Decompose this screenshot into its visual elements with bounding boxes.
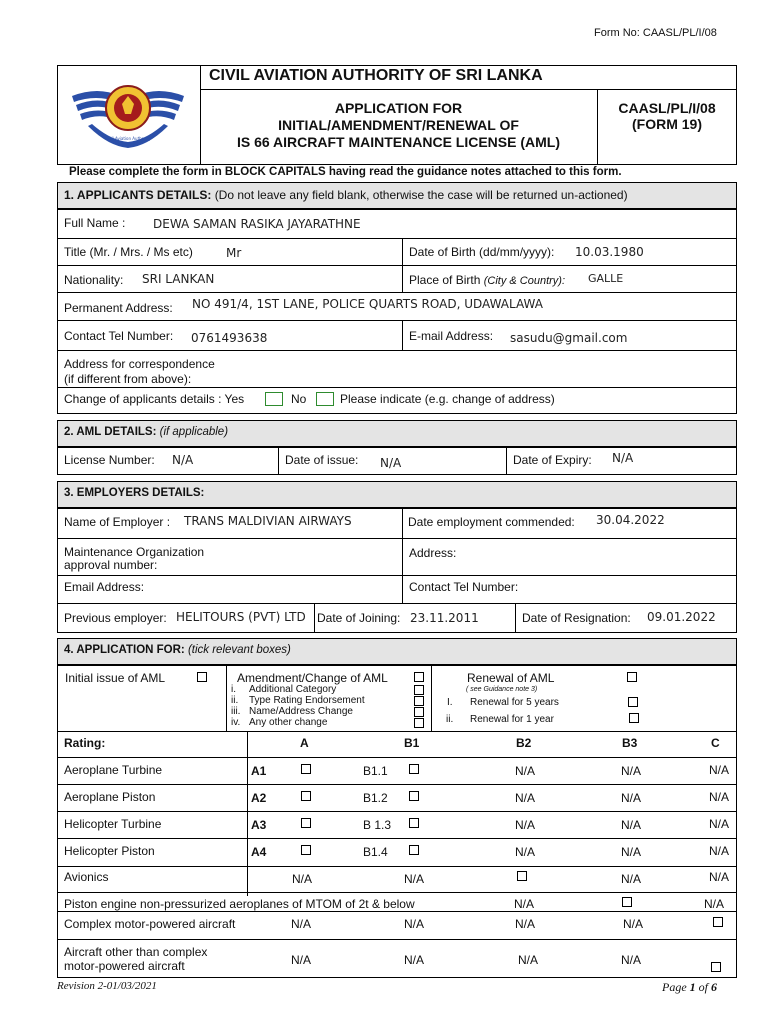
indicate-label: Please indicate (e.g. change of address) <box>340 392 555 406</box>
rating-row-b3: N/A <box>621 845 642 859</box>
pob-label-italic: (City & Country): <box>483 275 566 287</box>
amend-item-label: Type Rating Endorsement <box>249 695 365 706</box>
rating-b1-checkbox[interactable] <box>409 764 419 774</box>
rating-row-b3: N/A <box>621 764 642 778</box>
form-code: CAASL/PL/I/08 <box>618 100 716 116</box>
employer-email-label: Email Address: <box>64 580 145 594</box>
expiry-date-field[interactable]: N/A <box>612 451 634 465</box>
rating-row-b2: N/A <box>515 791 536 805</box>
amend-item-checkbox[interactable] <box>414 685 424 695</box>
rating-a-checkbox[interactable] <box>301 845 311 855</box>
prev-employer-label: Previous employer: <box>64 611 167 625</box>
mo-approval-label1: Maintenance Organization <box>64 545 205 559</box>
page-number: 1 <box>689 980 696 994</box>
expiry-date-label: Date of Expiry: <box>513 453 592 467</box>
rating-row-c: N/A <box>709 763 730 777</box>
other-b2: N/A <box>518 953 539 967</box>
rating-row-name: Aeroplane Turbine <box>64 763 163 777</box>
rating-b1-checkbox[interactable] <box>409 791 419 801</box>
amend-item-label: Name/Address Change <box>249 706 353 717</box>
full-name-label: Full Name : <box>64 216 126 230</box>
nationality-label: Nationality: <box>64 273 124 287</box>
rating-row-a: A3 <box>251 818 267 832</box>
section2-note: (if applicable) <box>159 426 229 438</box>
rating-row-name: Aeroplane Piston <box>64 790 156 804</box>
join-date-label: Date of Joining: <box>317 611 401 625</box>
col-b1-header: B1 <box>404 736 420 750</box>
amend-item-num: ii. <box>231 695 239 706</box>
section1-title: 1. APPLICANTS DETAILS: <box>64 188 212 202</box>
complex-c-checkbox[interactable] <box>713 917 723 927</box>
employer-tel-label: Contact Tel Number: <box>409 580 519 594</box>
col-a-header: A <box>300 736 309 750</box>
rating-row-name: Helicopter Turbine <box>64 817 162 831</box>
employment-date-label: Date employment commended: <box>408 515 575 529</box>
mo-approval-label2: approval number: <box>64 558 158 572</box>
other-c-checkbox[interactable] <box>711 962 721 972</box>
instruction: Please complete the form in BLOCK CAPITALS having read the guidance notes attached to this form. <box>69 166 622 178</box>
page-total: 6 <box>711 980 717 994</box>
section4-note: (tick relevant boxes) <box>187 644 291 656</box>
renew1-checkbox[interactable] <box>629 713 639 723</box>
col-c-header: C <box>711 736 720 750</box>
amend-item-label: Any other change <box>249 717 328 728</box>
perm-address-label: Permanent Address: <box>64 301 173 315</box>
rating-row-b1: B1.4 <box>363 845 388 859</box>
rating-row-b1: B1.1 <box>363 764 388 778</box>
nationality-field[interactable]: SRI LANKAN <box>142 272 215 286</box>
rating-a-checkbox[interactable] <box>301 818 311 828</box>
avionics-b1: N/A <box>404 872 425 886</box>
other-a: N/A <box>291 953 312 967</box>
complex-aircraft-label: Complex motor-powered aircraft <box>64 917 236 931</box>
piston-engine-b2: N/A <box>514 897 535 911</box>
employer-address-label: Address: <box>409 546 457 560</box>
license-number-label: License Number: <box>64 453 155 467</box>
employer-name-label: Name of Employer : <box>64 515 171 529</box>
prev-employer-field[interactable]: HELITOURS (PVT) LTD <box>176 610 306 624</box>
rating-row-b1: B1.2 <box>363 791 388 805</box>
section4-title: 4. APPLICATION FOR: <box>64 644 185 656</box>
piston-engine-label: Piston engine non-pressurized aeroplanes of MTOM of 2t & below <box>64 897 415 911</box>
amendment-label: Amendment/Change of AML <box>237 671 388 685</box>
other-aircraft-label2: motor-powered aircraft <box>64 959 185 973</box>
renew1-label: Renewal for 1 year <box>470 714 554 725</box>
page-indicator <box>662 980 717 995</box>
app-title-line1: APPLICATION FOR <box>334 100 463 116</box>
complex-b3: N/A <box>623 917 644 931</box>
col-b2-header: B2 <box>516 736 532 750</box>
amend-item-checkbox[interactable] <box>414 707 424 717</box>
other-aircraft-label1: Aircraft other than complex <box>64 945 208 959</box>
avionics-b2-checkbox[interactable] <box>517 871 527 881</box>
resign-date-field[interactable]: 09.01.2022 <box>647 610 716 624</box>
rating-row-name: Helicopter Piston <box>64 844 155 858</box>
amend-item-checkbox[interactable] <box>414 718 424 728</box>
app-title-line2: INITIAL/AMENDMENT/RENEWAL OF <box>278 117 519 133</box>
amend-item-num: iii. <box>231 706 241 717</box>
svg-text:Civil Aviation Authority: Civil Aviation Authority <box>105 136 151 141</box>
rating-row-c: N/A <box>709 817 730 831</box>
amend-item-label: Additional Category <box>249 684 337 695</box>
rating-row-a: A4 <box>251 845 267 859</box>
page-of: of <box>698 980 708 994</box>
form-code-number: (FORM 19) <box>632 116 702 132</box>
license-number-field[interactable]: N/A <box>172 453 194 467</box>
initial-issue-checkbox[interactable] <box>197 672 207 682</box>
renewal-checkbox[interactable] <box>627 672 637 682</box>
renewal-guidance-note: ( see Guidance note 3) <box>466 686 538 693</box>
rating-row-b1: B 1.3 <box>363 818 392 832</box>
org-title: CIVIL AVIATION AUTHORITY OF SRI LANKA <box>209 67 543 84</box>
renew5-num: I. <box>447 697 453 708</box>
issue-date-field[interactable]: N/A <box>380 456 402 470</box>
dob-label: Date of Birth (dd/mm/yyyy): <box>409 245 555 259</box>
renew1-num: ii. <box>446 714 454 725</box>
full-name-field[interactable]: DEWA SAMAN RASIKA JAYARATHNE <box>153 217 361 231</box>
change-no-checkbox[interactable] <box>316 392 334 406</box>
title-field[interactable]: Mr <box>226 246 242 260</box>
complex-b1: N/A <box>404 917 425 931</box>
change-no-label: No <box>291 392 307 406</box>
avionics-b3: N/A <box>621 872 642 886</box>
email-label: E-mail Address: <box>409 329 494 343</box>
resign-date-label: Date of Resignation: <box>522 611 631 625</box>
rating-row-a: A1 <box>251 764 267 778</box>
rating-row-c: N/A <box>709 790 730 804</box>
pob-field[interactable]: GALLE <box>588 272 624 285</box>
pob-label: Place of Birth <box>409 273 481 287</box>
initial-issue-label: Initial issue of AML <box>65 671 166 685</box>
other-b3: N/A <box>621 953 642 967</box>
app-title-line3: IS 66 AIRCRAFT MAINTENANCE LICENSE (AML) <box>236 134 561 150</box>
renew5-label: Renewal for 5 years <box>470 697 559 708</box>
rating-a-checkbox[interactable] <box>301 764 311 774</box>
employment-date-field[interactable]: 30.04.2022 <box>596 513 665 527</box>
section2-title: 2. AML DETAILS: <box>64 426 157 438</box>
avionics-c: N/A <box>709 870 730 884</box>
rating-b1-checkbox[interactable] <box>409 845 419 855</box>
rating-b1-checkbox[interactable] <box>409 818 419 828</box>
renew5-checkbox[interactable] <box>628 697 638 707</box>
rating-row-b2: N/A <box>515 845 536 859</box>
corr-address-label1: Address for correspondence <box>64 357 215 371</box>
issue-date-label: Date of issue: <box>285 453 359 467</box>
page-prefix: Page <box>662 980 687 994</box>
employer-name-field[interactable]: TRANS MALDIVIAN AIRWAYS <box>184 514 352 528</box>
rating-row-b2: N/A <box>515 764 536 778</box>
amend-item-checkbox[interactable] <box>414 696 424 706</box>
avionics-a: N/A <box>292 872 313 886</box>
title-label: Title (Mr. / Mrs. / Ms etc) <box>64 245 193 259</box>
contact-tel-label: Contact Tel Number: <box>64 329 174 343</box>
change-yes-checkbox[interactable] <box>265 392 283 406</box>
rating-row-a: A2 <box>251 791 267 805</box>
revision-label: Revision 2-01/03/2021 <box>57 980 157 992</box>
rating-row-b3: N/A <box>621 818 642 832</box>
piston-engine-c: N/A <box>704 897 725 911</box>
dob-field[interactable]: 10.03.1980 <box>575 245 644 259</box>
rating-row-c: N/A <box>709 844 730 858</box>
rating-a-checkbox[interactable] <box>301 791 311 801</box>
amendment-checkbox[interactable] <box>414 672 424 682</box>
other-b1: N/A <box>404 953 425 967</box>
rating-row-b3: N/A <box>621 791 642 805</box>
contact-tel-field[interactable]: 0761493638 <box>191 331 268 345</box>
perm-address-field[interactable]: NO 491/4, 1ST LANE, POLICE QUARTS ROAD, UDAWALAWA <box>192 297 543 311</box>
complex-b2: N/A <box>515 917 536 931</box>
rating-label: Rating: <box>64 736 106 750</box>
join-date-field[interactable]: 23.11.2011 <box>410 611 479 625</box>
renewal-label: Renewal of AML <box>467 671 555 685</box>
amend-item-num: i. <box>231 684 236 695</box>
form-number: Form No: CAASL/PL/I/08 <box>594 27 717 39</box>
avionics-label: Avionics <box>64 870 109 884</box>
piston-engine-b3-checkbox[interactable] <box>622 897 632 907</box>
corr-address-label2: (if different from above): <box>64 372 192 386</box>
section3-title: 3. EMPLOYERS DETAILS: <box>64 487 205 499</box>
caa-logo <box>68 74 188 154</box>
col-b3-header: B3 <box>622 736 638 750</box>
email-field[interactable]: sasudu@gmail.com <box>510 331 628 345</box>
complex-a: N/A <box>291 917 312 931</box>
amend-item-num: iv. <box>231 717 241 728</box>
change-details-label: Change of applicants details : Yes <box>64 392 245 406</box>
rating-row-b2: N/A <box>515 818 536 832</box>
section1-note: (Do not leave any field blank, otherwise the case will be returned un-actioned) <box>214 188 628 202</box>
